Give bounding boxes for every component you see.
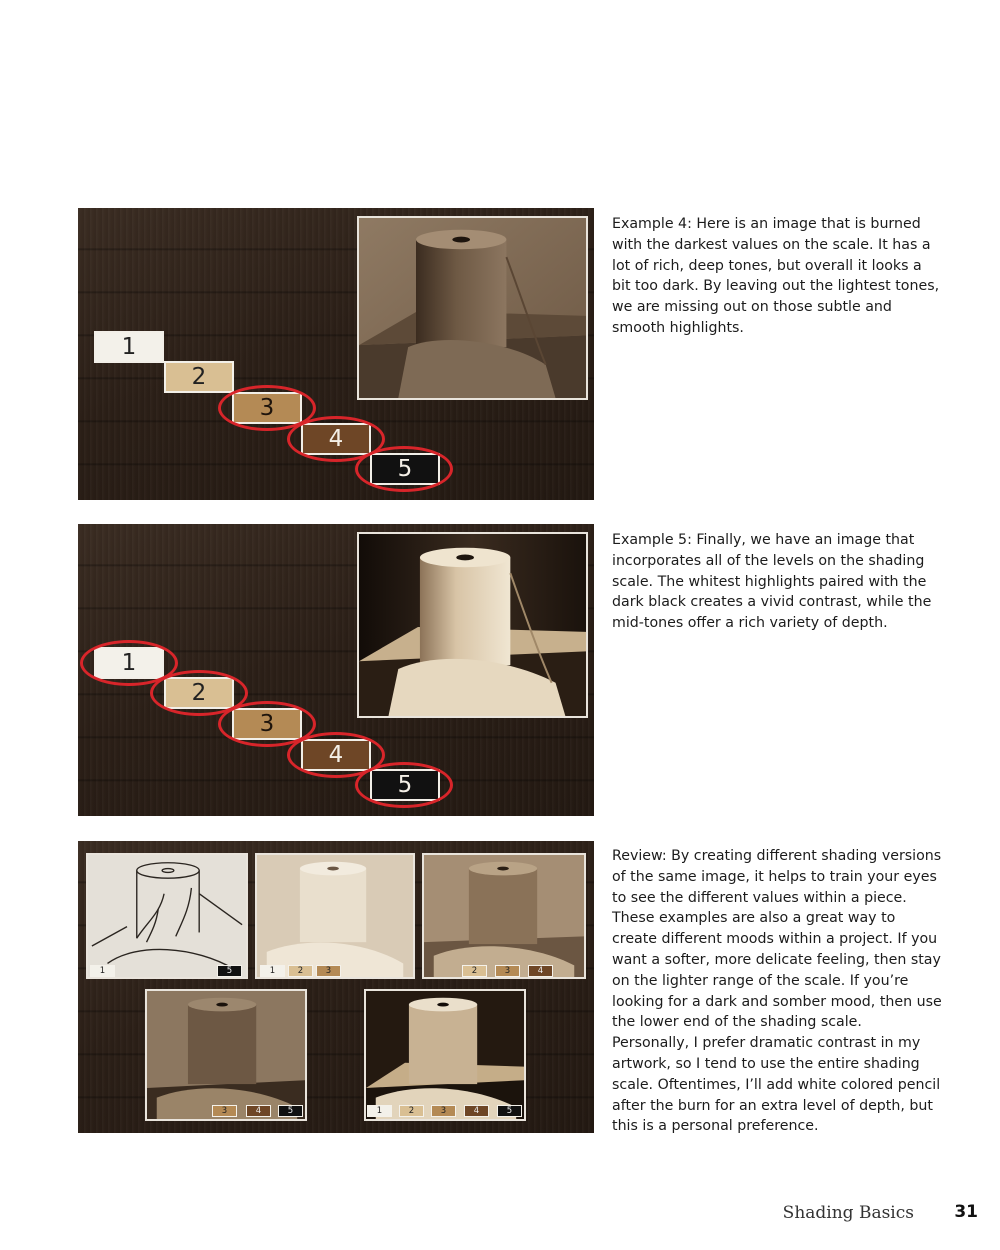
- highlight-ring-5: [355, 762, 453, 808]
- swatch-3: 3: [232, 392, 302, 424]
- example4-photo: [357, 216, 588, 400]
- running-footer-title: Shading Basics: [782, 1203, 914, 1223]
- chip-3: 3: [431, 1105, 456, 1117]
- chip-4: 4: [246, 1105, 271, 1117]
- swatch-4: 4: [301, 423, 371, 455]
- example4-figure: [78, 208, 594, 500]
- chip-5: 5: [497, 1105, 522, 1117]
- toilet-roll-light-image: [257, 855, 413, 977]
- toilet-roll-outline-image: [88, 855, 246, 977]
- swatch-5: 5: [370, 453, 440, 485]
- swatch-5: 5: [370, 769, 440, 801]
- chip-1: 1: [260, 965, 285, 977]
- review-thumb-line-drawing: [86, 853, 248, 979]
- swatch-1: 1: [94, 647, 164, 679]
- example5-caption: Example 5: Finally, we have an image that incorporates all of the levels on the shading scale. The whitest highlights paired with the dark black creates a vivid contrast, while the mid-tones offer a rich variety of depth.: [612, 532, 932, 632]
- chip-1: 1: [367, 1105, 392, 1117]
- example5-photo: [357, 532, 588, 718]
- toilet-roll-mid-image: [424, 855, 584, 977]
- review-thumb-dark: [145, 989, 307, 1121]
- chip-5: 5: [217, 965, 242, 977]
- swatch-3: 3: [232, 708, 302, 740]
- swatch-1: 1: [94, 331, 164, 363]
- review-thumb-mid: [422, 853, 586, 979]
- chip-2: 2: [399, 1105, 424, 1117]
- chip-3: 3: [212, 1105, 237, 1117]
- swatch-4: 4: [301, 739, 371, 771]
- toilet-roll-dark-image: [359, 218, 586, 398]
- highlight-ring-5: [355, 446, 453, 492]
- page-number: 31: [954, 1202, 978, 1222]
- chip-3: 3: [316, 965, 341, 977]
- toilet-roll-darker-image: [147, 991, 305, 1119]
- chip-4: 4: [464, 1105, 489, 1117]
- swatch-2: 2: [164, 677, 234, 709]
- chip-4: 4: [528, 965, 553, 977]
- example5-figure: [78, 524, 594, 816]
- chip-1: 1: [90, 965, 115, 977]
- review-thumb-light: [255, 853, 415, 979]
- toilet-roll-full-range-image: [359, 534, 586, 716]
- review-caption: Review: By creating different shading versions of the same image, it helps to train your eyes to see the different values within a piece. These examples are also a great way to create different moods within a project. If you want a softer, more delicate feeling, then stay on the lighter range of the scale. If you’re looking for a dark and somber mood, then use the lower end of the shading scale. Personally, I prefer dramatic contrast in my artwork, so I tend to use the entire shading scale. Oftentimes, I’ll add white colored pencil after the burn for an extra level of depth, but this is a personal preference.: [612, 848, 942, 1135]
- chip-5: 5: [278, 1105, 303, 1117]
- example4-caption: Example 4: Here is an image that is burned with the darkest values on the scale. It has a lot of rich, deep tones, but overall it looks a bit too dark. By leaving out the lightest tones, we are missing out on those subtle and smooth highlights.: [612, 216, 940, 336]
- review-thumb-full-range: [364, 989, 526, 1121]
- swatch-2: 2: [164, 361, 234, 393]
- chip-2: 2: [462, 965, 487, 977]
- review-figure: [78, 841, 594, 1133]
- toilet-roll-contrast-image: [366, 991, 524, 1119]
- chip-2: 2: [288, 965, 313, 977]
- chip-3: 3: [495, 965, 520, 977]
